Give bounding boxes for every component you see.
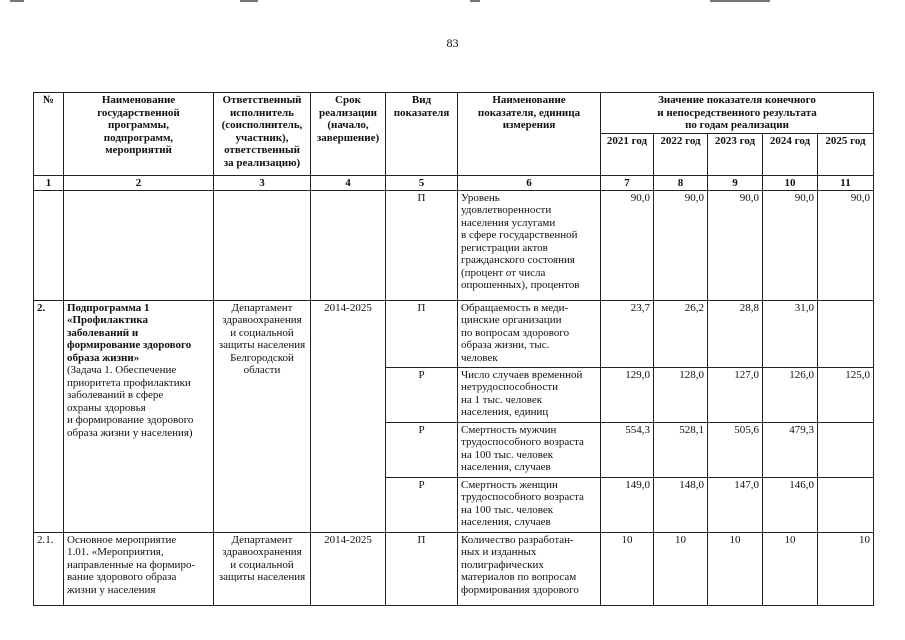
column-number: 8	[654, 175, 708, 190]
value-2023: 90,0	[708, 190, 763, 300]
value-2021: 129,0	[601, 367, 654, 422]
value-2024: 146,0	[763, 477, 818, 532]
column-number: 10	[763, 175, 818, 190]
column-number: 11	[818, 175, 874, 190]
indicator-name: Число случаев временной нетрудоспособности на 1 тыс. человек населения, единиц	[458, 367, 601, 422]
period: 2014-2025	[311, 532, 386, 605]
value-2022: 90,0	[654, 190, 708, 300]
header-period: Срок реализации (начало, завершение)	[311, 93, 386, 176]
table-row	[34, 190, 874, 300]
scan-artifact	[240, 0, 258, 2]
indicator-type: Р	[386, 422, 458, 477]
empty-cell	[64, 190, 214, 300]
scan-artifact	[10, 0, 24, 2]
header-year: 2021 год	[601, 133, 654, 175]
header-year: 2024 год	[763, 133, 818, 175]
value-2021: 10	[601, 532, 654, 605]
header-number: №	[34, 93, 64, 176]
value-2022: 148,0	[654, 477, 708, 532]
table-row	[34, 532, 874, 605]
value-2022: 128,0	[654, 367, 708, 422]
header-program-name: Наименование государственной программы, подпрограмм, мероприятий	[64, 93, 214, 176]
value-2025	[818, 422, 874, 477]
header-row	[34, 93, 874, 134]
empty-cell	[214, 190, 311, 300]
page-number: 83	[446, 36, 459, 50]
indicator-name: Смертность мужчин трудоспособного возраста на 100 тыс. человек населения, случаев	[458, 422, 601, 477]
subprogram-task: (Задача 1. Обеспечение приоритета профилактики заболеваний в сфере охраны здоровья и формирование здорового образа жизни у населения)	[67, 364, 194, 439]
indicator-name: Обращаемость в меди- цинские организации по вопросам здорового образа жизни, тыс. человек	[458, 300, 601, 367]
column-number: 3	[214, 175, 311, 190]
value-2023: 10	[708, 532, 763, 605]
header-indicator-type: Вид показателя	[386, 93, 458, 176]
executor: Департамент здравоохранения и социальной защиты населения Белгородской области	[214, 300, 311, 532]
value-2025: 90,0	[818, 190, 874, 300]
column-number: 5	[386, 175, 458, 190]
value-2024: 31,0	[763, 300, 818, 367]
value-2023: 127,0	[708, 367, 763, 422]
row-number: 2.	[34, 300, 64, 532]
indicator-name: Уровень удовлетворенности населения услугами в сфере государственной регистрации актов гражданского состояния (процент от числа опрошенных), процентов	[458, 190, 601, 300]
executor: Департамент здравоохранения и социальной защиты населения	[214, 532, 311, 605]
value-2024: 126,0	[763, 367, 818, 422]
value-2021: 90,0	[601, 190, 654, 300]
column-number: 9	[708, 175, 763, 190]
column-number: 2	[64, 175, 214, 190]
value-2025: 125,0	[818, 367, 874, 422]
activity-name: Основное мероприятие 1.01. «Мероприятия, направленные на формиро- вание здорового образа жизни у населения	[64, 532, 214, 605]
value-2021: 554,3	[601, 422, 654, 477]
value-2022: 528,1	[654, 422, 708, 477]
scan-artifact	[470, 0, 480, 2]
table-row	[34, 300, 874, 367]
value-2023: 505,6	[708, 422, 763, 477]
value-2024: 90,0	[763, 190, 818, 300]
subprogram-name	[64, 300, 214, 532]
value-2024: 10	[763, 532, 818, 605]
value-2025: 10	[818, 532, 874, 605]
value-2021: 149,0	[601, 477, 654, 532]
indicator-type: П	[386, 532, 458, 605]
column-numbers-row	[34, 175, 874, 190]
value-2025	[818, 300, 874, 367]
indicators-table	[33, 92, 874, 606]
header-year: 2025 год	[818, 133, 874, 175]
indicator-type: Р	[386, 477, 458, 532]
value-2021: 23,7	[601, 300, 654, 367]
value-2023: 28,8	[708, 300, 763, 367]
header-indicator-name: Наименование показателя, единица измерения	[458, 93, 601, 176]
indicator-type: Р	[386, 367, 458, 422]
subprogram-title: Подпрограмма 1 «Профилактика заболеваний и формирование здорового образа жизни»	[67, 301, 192, 364]
header-year: 2022 год	[654, 133, 708, 175]
row-number: 2.1.	[34, 532, 64, 605]
period: 2014-2025	[311, 300, 386, 532]
empty-cell	[311, 190, 386, 300]
scan-artifact	[710, 0, 770, 2]
header-executor: Ответственный исполнитель (соисполнитель, участник), ответственный за реализацию)	[214, 93, 311, 176]
column-number: 4	[311, 175, 386, 190]
indicator-name: Количество разработан- ных и изданных полиграфических материалов по вопросам формирования здорового	[458, 532, 601, 605]
value-2025	[818, 477, 874, 532]
value-2023: 147,0	[708, 477, 763, 532]
indicator-name: Смертность женщин трудоспособного возраста на 100 тыс. человек населения, случаев	[458, 477, 601, 532]
value-2022: 10	[654, 532, 708, 605]
indicator-type: П	[386, 190, 458, 300]
header-values-group: Значение показателя конечного и непосредственного результата по годам реализации	[601, 93, 874, 134]
column-number: 7	[601, 175, 654, 190]
header-year: 2023 год	[708, 133, 763, 175]
column-number: 6	[458, 175, 601, 190]
empty-cell	[34, 190, 64, 300]
indicator-type: П	[386, 300, 458, 367]
value-2022: 26,2	[654, 300, 708, 367]
column-number: 1	[34, 175, 64, 190]
value-2024: 479,3	[763, 422, 818, 477]
